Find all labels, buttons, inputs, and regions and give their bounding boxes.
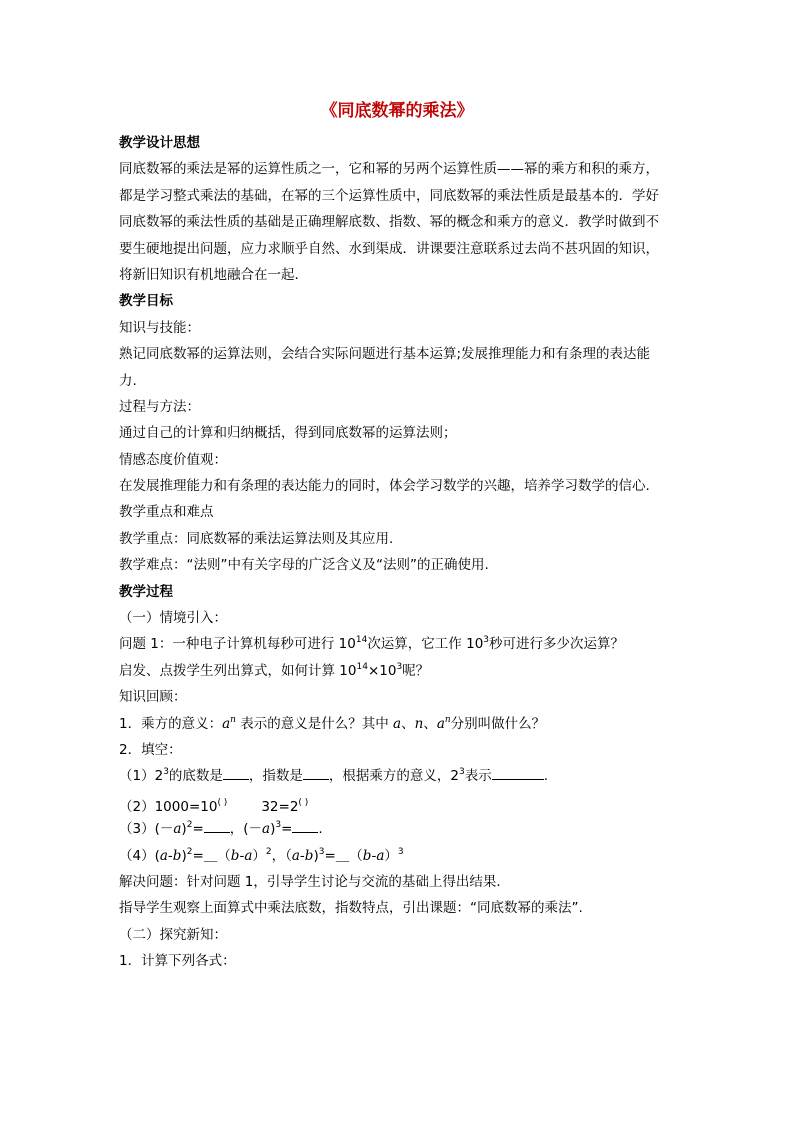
fill4-var-a4: a [376, 847, 385, 864]
fill4-var-a2: a [244, 847, 253, 864]
fill4-a: （4）( [119, 847, 160, 864]
guide-mid: ×10 [367, 662, 397, 679]
design-line-5: 将新旧知识有机地融合在一起. [119, 266, 299, 283]
fill4-c: =＿（ [192, 847, 231, 864]
fill4-minus-3: - [299, 847, 305, 864]
fill4-exp-3a: 3 [318, 846, 325, 857]
fill4-var-b1: b [172, 847, 182, 864]
design-line-4: 要生硬地提出问题，应力求顺乎自然、水到渠成．讲课要注意联系过去尚不甚巩固的知识， [119, 240, 659, 257]
process-text: 通过自己的计算和归纳概括，得到同底数幂的运算法则； [119, 425, 457, 442]
item1-var-n: n [414, 715, 424, 732]
guide-post: 呢？ [402, 662, 430, 679]
knowledge-line-2: 力. [119, 372, 137, 389]
emotion-text: 在发展推理能力和有条理的表达能力的同时，体会学习数学的兴趣，培养学习数学的信心. [119, 478, 650, 495]
heading-key-points: 教学重点和难点 [119, 504, 214, 521]
calc-line: 1．计算下列各式： [119, 953, 236, 970]
fill4-minus-1: - [167, 847, 173, 864]
design-line-2: 都是学习整式乘法的基础，在幂的三个运算性质中，同底数幂的乘法性质是最基本的．学好 [119, 187, 659, 204]
q1-pre: 问题 1：一种电子计算机每秒可进行 10 [119, 636, 356, 653]
fill-4 [119, 843, 679, 869]
fill-3 [119, 816, 679, 842]
fill3-var-1: a [173, 821, 182, 838]
guide2-line: 指导学生观察上面算式中乘法底数，指数特点，引出课题：“同底数幂的乘法”. [119, 900, 583, 917]
fill2-b: 32=2 [261, 798, 299, 815]
fill1-c: ，根据乘方的意义，2 [328, 768, 460, 785]
heading-process: 教学过程 [119, 583, 173, 600]
fill1-a: 的底数是 [168, 768, 223, 785]
question-1 [119, 631, 679, 657]
item1-mid: 表示的意义是什么？其中 [235, 715, 394, 732]
fill3-a: （3）(－ [119, 821, 174, 838]
fill1-exp: 3 [163, 767, 169, 778]
difficult-point-text: 教学难点：“法则”中有关字母的广泛含义及“法则”的正确使用. [119, 557, 489, 574]
fill4-var-b3: b [304, 847, 314, 864]
item1-power-a: a [436, 715, 445, 732]
fill2-paren-2: ( ) [298, 797, 309, 808]
heading-design: 教学设计思想 [119, 135, 200, 151]
item1-sep-2: 、 [423, 715, 437, 732]
fill1-pre: （1）2 [119, 768, 164, 785]
guide-exp-14: 14 [356, 661, 368, 672]
fill4-var-b4: b [362, 847, 372, 864]
item1-var-a: a [393, 715, 402, 732]
fill4-b: ) [181, 847, 187, 864]
knowledge-label: 知识与技能： [119, 319, 200, 336]
fill-2 [119, 790, 679, 816]
item1-post: 分别叫做什么？ [450, 715, 546, 732]
guide-pre: 启发、点拨学生列出算式，如何计算 10 [119, 662, 357, 679]
guide-exp-3: 3 [396, 661, 403, 672]
guide-line [119, 658, 679, 684]
solve-line: 解决问题：针对问题 1，引导学生讨论与交流的基础上得出结果. [119, 873, 501, 890]
q1-exp-3: 3 [483, 635, 490, 646]
fill3-blank-1 [204, 820, 230, 833]
fill2-paren-1: ( ) [217, 797, 228, 808]
fill1-blank-3 [492, 767, 544, 780]
item1-sep-1: 、 [401, 715, 415, 732]
design-line-3: 同底数幂的乘法性质的基础是正确理解底数、指数、幂的概念和乘方的意义．教学时做到不 [119, 214, 659, 231]
item1-base-a: a [222, 715, 231, 732]
document-body [119, 130, 679, 975]
fill4-b2: ) [313, 847, 319, 864]
fill-1 [119, 763, 679, 789]
fill4-var-a1: a [159, 847, 168, 864]
fill3-end: . [318, 821, 323, 838]
fill4-exp-2a: 2 [186, 846, 193, 857]
fill3-var-2: a [262, 821, 271, 838]
fill4-e: ，（ [271, 847, 292, 864]
fill3-exp-2: 3 [275, 820, 282, 831]
review-item-1 [119, 711, 679, 737]
process-label: 过程与方法： [119, 398, 200, 415]
fill3-d: ，(－ [229, 821, 263, 838]
item1-exp-n: n [230, 714, 236, 725]
fill4-exp-3b: 3 [397, 846, 404, 857]
q1-mid: 次运算，它工作 10 [367, 636, 484, 653]
fill3-b: ) [181, 821, 187, 838]
fill3-b2: ) [270, 821, 276, 838]
fill4-exp-2b: 2 [265, 846, 272, 857]
item1-pre: 1．乘方的意义： [119, 715, 223, 732]
fill4-minus-4: - [371, 847, 377, 864]
review-label: 知识回顾： [119, 689, 187, 706]
fill1-b: ，指数是 [248, 768, 303, 785]
fill4-var-b2: b [230, 847, 240, 864]
fill1-exp-2: 3 [459, 767, 465, 778]
fill1-d: 表示 [464, 768, 492, 785]
fill4-d: ） [252, 847, 266, 864]
fill3-c2: = [281, 821, 293, 838]
emotion-label: 情感态度价值观： [119, 451, 227, 468]
design-line-1: 同底数幂的乘法是幂的运算性质之一，它和幂的另两个运算性质——幂的乘方和积的乘方， [119, 161, 659, 178]
fill3-exp-1: 2 [186, 820, 193, 831]
fill4-c2: =＿（ [324, 847, 363, 864]
fill2-a: （2）1000=10 [119, 798, 218, 815]
fill1-blank-1 [223, 767, 249, 780]
document-title: 《同底数幂的乘法》 [320, 101, 474, 121]
review-item-2: 2．填空： [119, 741, 182, 758]
section-intro: （一）情境引入： [119, 610, 227, 627]
fill1-end: . [543, 768, 549, 785]
key-point-text: 教学重点：同底数幂的乘法运算法则及其应用. [119, 530, 394, 547]
fill1-blank-2 [303, 767, 329, 780]
q1-exp-14: 14 [355, 635, 368, 646]
q1-post: 秒可进行多少次运算？ [489, 636, 625, 653]
knowledge-line-1: 熟记同底数幂的运算法则，会结合实际问题进行基本运算;发展推理能力和有条理的表达能 [119, 346, 651, 363]
item1-power-n: n [444, 714, 451, 725]
fill3-c: = [192, 821, 204, 838]
section-explore: （二）探究新知： [119, 926, 227, 943]
heading-goals: 教学目标 [119, 293, 173, 310]
fill4-var-a3: a [291, 847, 300, 864]
fill4-d2: ） [384, 847, 398, 864]
fill3-blank-2 [292, 820, 318, 833]
fill4-minus-2: - [239, 847, 245, 864]
